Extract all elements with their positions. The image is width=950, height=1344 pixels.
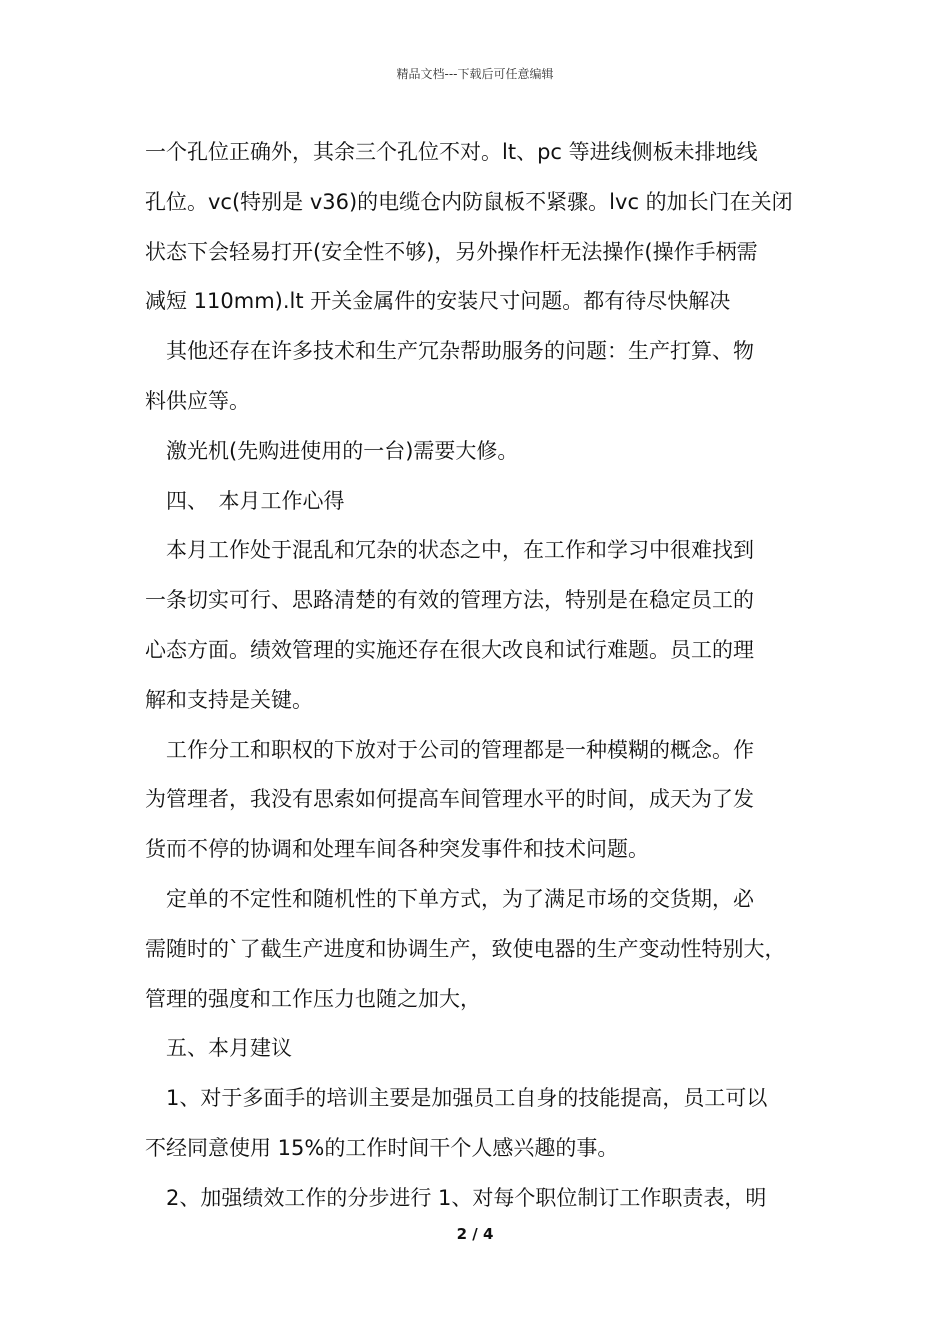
page-header: 精品文档---下载后可任意编辑 — [396, 67, 554, 81]
text-line: 为管理者，我没有思索如何提高车间管理水平的时间，成天为了发 — [145, 787, 754, 812]
text-line: 2、加强绩效工作的分步进行 1、对每个职位制订工作职责表，明 — [145, 1185, 767, 1210]
paragraph-10 — [145, 1174, 825, 1224]
text-line: 工作分工和职权的下放对于公司的管理都是一种模糊的概念。作 — [145, 737, 754, 762]
section-heading-4 — [145, 477, 825, 527]
paragraph-7 — [145, 875, 825, 1024]
text-line: 不经同意使用 15%的工作时间干个人感兴趣的事。 — [145, 1135, 619, 1160]
heading-line: 五、本月建议 — [145, 1036, 292, 1061]
document-body — [145, 128, 825, 1224]
paragraph-5 — [145, 526, 825, 725]
paragraph-9 — [145, 1074, 825, 1174]
paragraph-1 — [145, 128, 825, 327]
section-heading-5 — [145, 1024, 825, 1074]
text-line: 解和支持是关键。 — [145, 687, 313, 712]
text-line: 心态方面。绩效管理的实施还存在很大改良和试行难题。员工的理 — [145, 637, 754, 662]
text-line: 需随时的`了截生产进度和协调生产，致使电器的生产变动性特别大， — [145, 936, 786, 961]
text-line: 减短 110mm).lt 开关金属件的安装尺寸问题。都有待尽快解决 — [145, 289, 731, 314]
text-line: 货而不停的协调和处理车间各种突发事件和技术问题。 — [145, 837, 649, 862]
text-line: 激光机(先购进使用的一台)需要大修。 — [145, 438, 519, 463]
text-line: 1、对于多面手的培训主要是加强员工自身的技能提高，员工可以 — [145, 1086, 768, 1111]
page-number: 2 / 4 — [456, 1225, 494, 1243]
text-line: 孔位。vc(特别是 v36)的电缆仓内防鼠板不紧骤。lvc 的加长门在关闭 — [145, 189, 793, 214]
text-line: 其他还存在许多技术和生产冗杂帮助服务的问题：生产打算、物 — [145, 339, 754, 364]
paragraph-6 — [145, 726, 825, 875]
text-line: 定单的不定性和随机性的下单方式，为了满足市场的交货期，必 — [145, 886, 754, 911]
paragraph-2 — [145, 327, 825, 427]
text-line: 一条切实可行、思路清楚的有效的管理方法，特别是在稳定员工的 — [145, 588, 754, 613]
text-line: 管理的强度和工作压力也随之加大， — [145, 986, 481, 1011]
text-line: 一个孔位正确外，其余三个孔位不对。lt、pc 等进线侧板未排地线 — [145, 140, 758, 164]
paragraph-3 — [145, 427, 825, 477]
text-line: 状态下会轻易打开(安全性不够)，另外操作杆无法操作(操作手柄需 — [145, 239, 758, 264]
text-line: 料供应等。 — [145, 388, 250, 413]
text-line: 本月工作处于混乱和冗杂的状态之中，在工作和学习中很难找到 — [145, 538, 754, 563]
heading-line: 四、 本月工作心得 — [145, 488, 345, 513]
